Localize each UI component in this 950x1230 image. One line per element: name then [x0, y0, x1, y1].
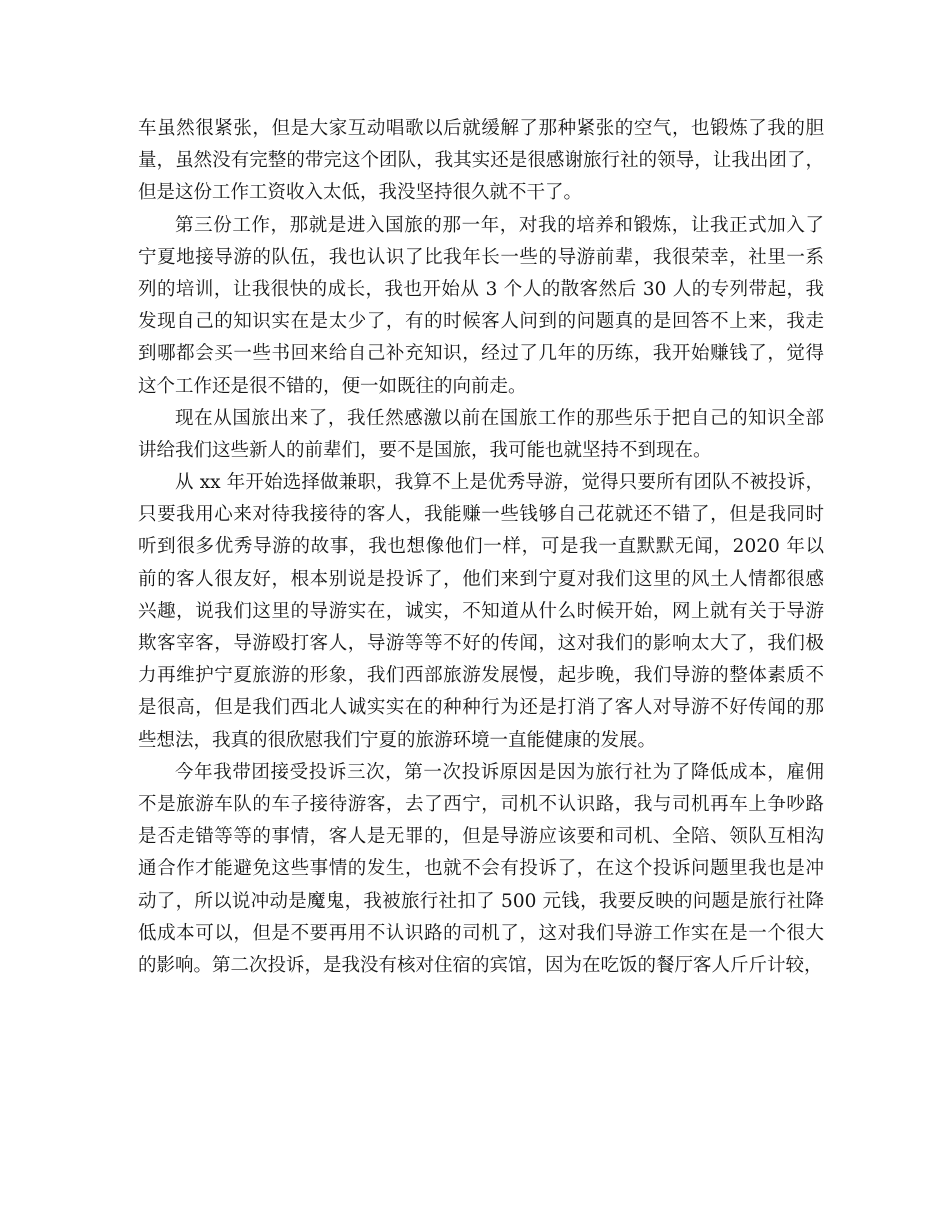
- text-line: 列的培训，让我很快的成长，我也开始从 3 个人的散客然后 30 人的专列带起，我: [138, 278, 824, 300]
- text-line: 这个工作还是很不错的，便一如既往的向前走。: [138, 375, 527, 397]
- text-line: 是否走错等等的事情，客人是无罪的，但是导游应该要和司机、全陪、领队互相沟: [138, 826, 824, 848]
- text-line: 些想法，我真的很欣慰我们宁夏的旅游环境一直能健康的发展。: [138, 729, 657, 751]
- text-line: 力再维护宁夏旅游的形象，我们西部旅游发展慢，起步晚，我们导游的整体素质不: [138, 665, 824, 687]
- paragraph: [138, 210, 824, 403]
- text-line: 不是旅游车队的车子接待游客，去了西宁，司机不认识路，我与司机再车上争吵路: [138, 793, 824, 815]
- text-line: 通合作才能避免这些事情的发生，也就不会有投诉了，在这个投诉问题里我也是冲: [138, 858, 824, 880]
- text-line: 量，虽然没有完整的带完这个团队，我其实还是很感谢旅行社的领导，让我出团了，: [138, 150, 824, 172]
- text-line: 第三份工作，那就是进入国旅的那一年，对我的培养和锻炼，让我正式加入了: [175, 214, 824, 236]
- text-line: 发现自己的知识实在是太少了，有的时候客人问到的问题真的是回答不上来，我走: [138, 311, 824, 333]
- text-line: 今年我带团接受投诉三次，第一次投诉原因是因为旅行社为了降低成本，雇佣: [175, 761, 824, 783]
- document-body: [138, 113, 824, 982]
- paragraph: [138, 403, 824, 467]
- text-line: 从 xx 年开始选择做兼职，我算不上是优秀导游，觉得只要所有团队不被投诉，: [175, 472, 824, 494]
- paragraph: [138, 467, 824, 757]
- text-line: 只要我用心来对待我接待的客人，我能赚一些钱够自己花就还不错了，但是我同时: [138, 504, 824, 526]
- text-line: 到哪都会买一些书回来给自己补充知识，经过了几年的历练，我开始赚钱了，觉得: [138, 343, 824, 365]
- text-line: 车虽然很紧张，但是大家互动唱歌以后就缓解了那种紧张的空气，也锻炼了我的胆: [138, 118, 824, 139]
- text-line: 但是这份工作工资收入太低，我没坚持很久就不干了。: [138, 182, 583, 204]
- paragraph: [138, 757, 824, 982]
- text-line: 讲给我们这些新人的前辈们，要不是国旅，我可能也就坚持不到现在。: [138, 439, 712, 461]
- text-line: 低成本可以，但是不要再用不认识路的司机了，这对我们导游工作实在是一个很大: [138, 922, 824, 944]
- text-line: 兴趣，说我们这里的导游实在，诚实，不知道从什么时候开始，网上就有关于导游: [138, 600, 824, 622]
- text-line: 听到很多优秀导游的故事，我也想像他们一样，可是我一直默默无闻，2020 年以: [138, 536, 824, 558]
- text-line: 欺客宰客，导游殴打客人，导游等等不好的传闻，这对我们的影响太大了，我们极: [138, 633, 824, 654]
- text-line: 动了，所以说冲动是魔鬼，我被旅行社扣了 500 元钱，我要反映的问题是旅行社降: [138, 890, 824, 912]
- text-line: 宁夏地接导游的队伍，我也认识了比我年长一些的导游前辈，我很荣幸，社里一系: [138, 246, 824, 268]
- paragraph: [138, 113, 824, 210]
- text-line: 是很高，但是我们西北人诚实实在的种种行为还是打消了客人对导游不好传闻的那: [138, 697, 824, 719]
- text-line: 的影响。第二次投诉，是我没有核对住宿的宾馆，因为在吃饭的餐厅客人斤斤计较，: [138, 954, 823, 976]
- text-line: 现在从国旅出来了，我任然感激以前在国旅工作的那些乐于把自己的知识全部: [175, 407, 824, 429]
- text-line: 前的客人很友好，根本别说是投诉了，他们来到宁夏对我们这里的风土人情都很感: [138, 568, 824, 590]
